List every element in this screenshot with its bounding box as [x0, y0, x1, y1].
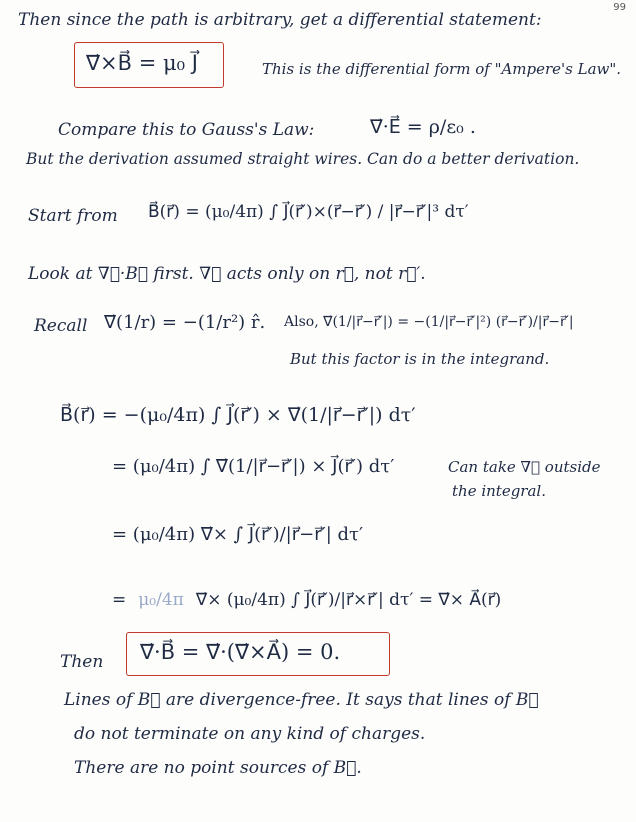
- derivation-step-4-body: ∇⃗× (μ₀/4π) ∫ J⃗(r⃗′)/|r⃗×r⃗′| dτ′ = ∇⃗× A⃗(r⃗): [195, 590, 502, 610]
- gradient-inverse-distance-equation: Also, ∇⃗(1/|r⃗−r⃗′|) = −(1/|r⃗−r⃗′|²) (r⃗−r⃗′)/|r⃗−r⃗′|: [284, 314, 574, 330]
- better-derivation-line: But the derivation assumed straight wires. Can do a better derivation.: [26, 150, 580, 168]
- line-path-arbitrary: Then since the path is arbitrary, get a differential statement:: [18, 10, 542, 30]
- outside-integral-note-2: the integral.: [452, 482, 546, 500]
- derivation-step-1: B⃗(r⃗) = −(μ₀/4π) ∫ J⃗(r⃗′) × ∇⃗(1/|r⃗−r⃗′|) dτ′: [60, 404, 416, 426]
- outside-integral-note-1: Can take ∇⃗ outside: [448, 458, 601, 476]
- derivation-step-4: = μ₀/4π ∇⃗× (μ₀/4π) ∫ J⃗(r⃗′)/|r⃗×r⃗′| dτ′ = ∇⃗× A⃗(r⃗): [112, 590, 502, 610]
- start-from-label: Start from: [28, 206, 118, 226]
- conclusion-line-2: do not terminate on any kind of charges.: [74, 724, 426, 744]
- derivation-step-3: = (μ₀/4π) ∇⃗× ∫ J⃗(r⃗′)/|r⃗−r⃗′| dτ′: [112, 524, 364, 545]
- derivation-step-2: = (μ₀/4π) ∫ ∇⃗(1/|r⃗−r⃗′|) × J⃗(r⃗′) dτ′: [112, 456, 395, 477]
- recall-label: Recall: [34, 316, 88, 336]
- gauss-law-equation: ∇⃗·E⃗ = ρ/ε₀ .: [370, 116, 476, 138]
- biot-savart-equation: B⃗(r⃗) = (μ₀/4π) ∫ J⃗(r⃗′)×(r⃗−r⃗′) / |r⃗−r⃗′|³ dτ′: [148, 202, 469, 222]
- faint-prefactor: μ₀/4π: [138, 590, 184, 610]
- integrand-note: But this factor is in the integrand.: [290, 350, 550, 368]
- page-number: 99: [613, 2, 626, 13]
- divergence-of-b-equation: ∇⃗·B⃗ = ∇⃗·(∇⃗×A⃗) = 0.: [140, 640, 341, 664]
- recall-gradient-equation: ∇⃗(1/r) = −(1/r²) r̂.: [104, 312, 266, 333]
- conclusion-line-3: There are no point sources of B⃗.: [74, 758, 362, 778]
- conclusion-line-1: Lines of B⃗ are divergence-free. It says that lines of B⃗: [64, 690, 539, 710]
- curl-b-equation: ∇⃗×B⃗ = μ₀ J⃗: [86, 51, 198, 75]
- divergence-first-line: Look at ∇⃗·B⃗ first. ∇⃗ acts only on r⃗, not r⃗′.: [28, 264, 426, 284]
- gauss-law-intro: Compare this to Gauss's Law:: [58, 120, 315, 140]
- then-label: Then: [60, 652, 104, 672]
- ampere-law-note: This is the differential form of "Ampere's Law".: [262, 60, 622, 78]
